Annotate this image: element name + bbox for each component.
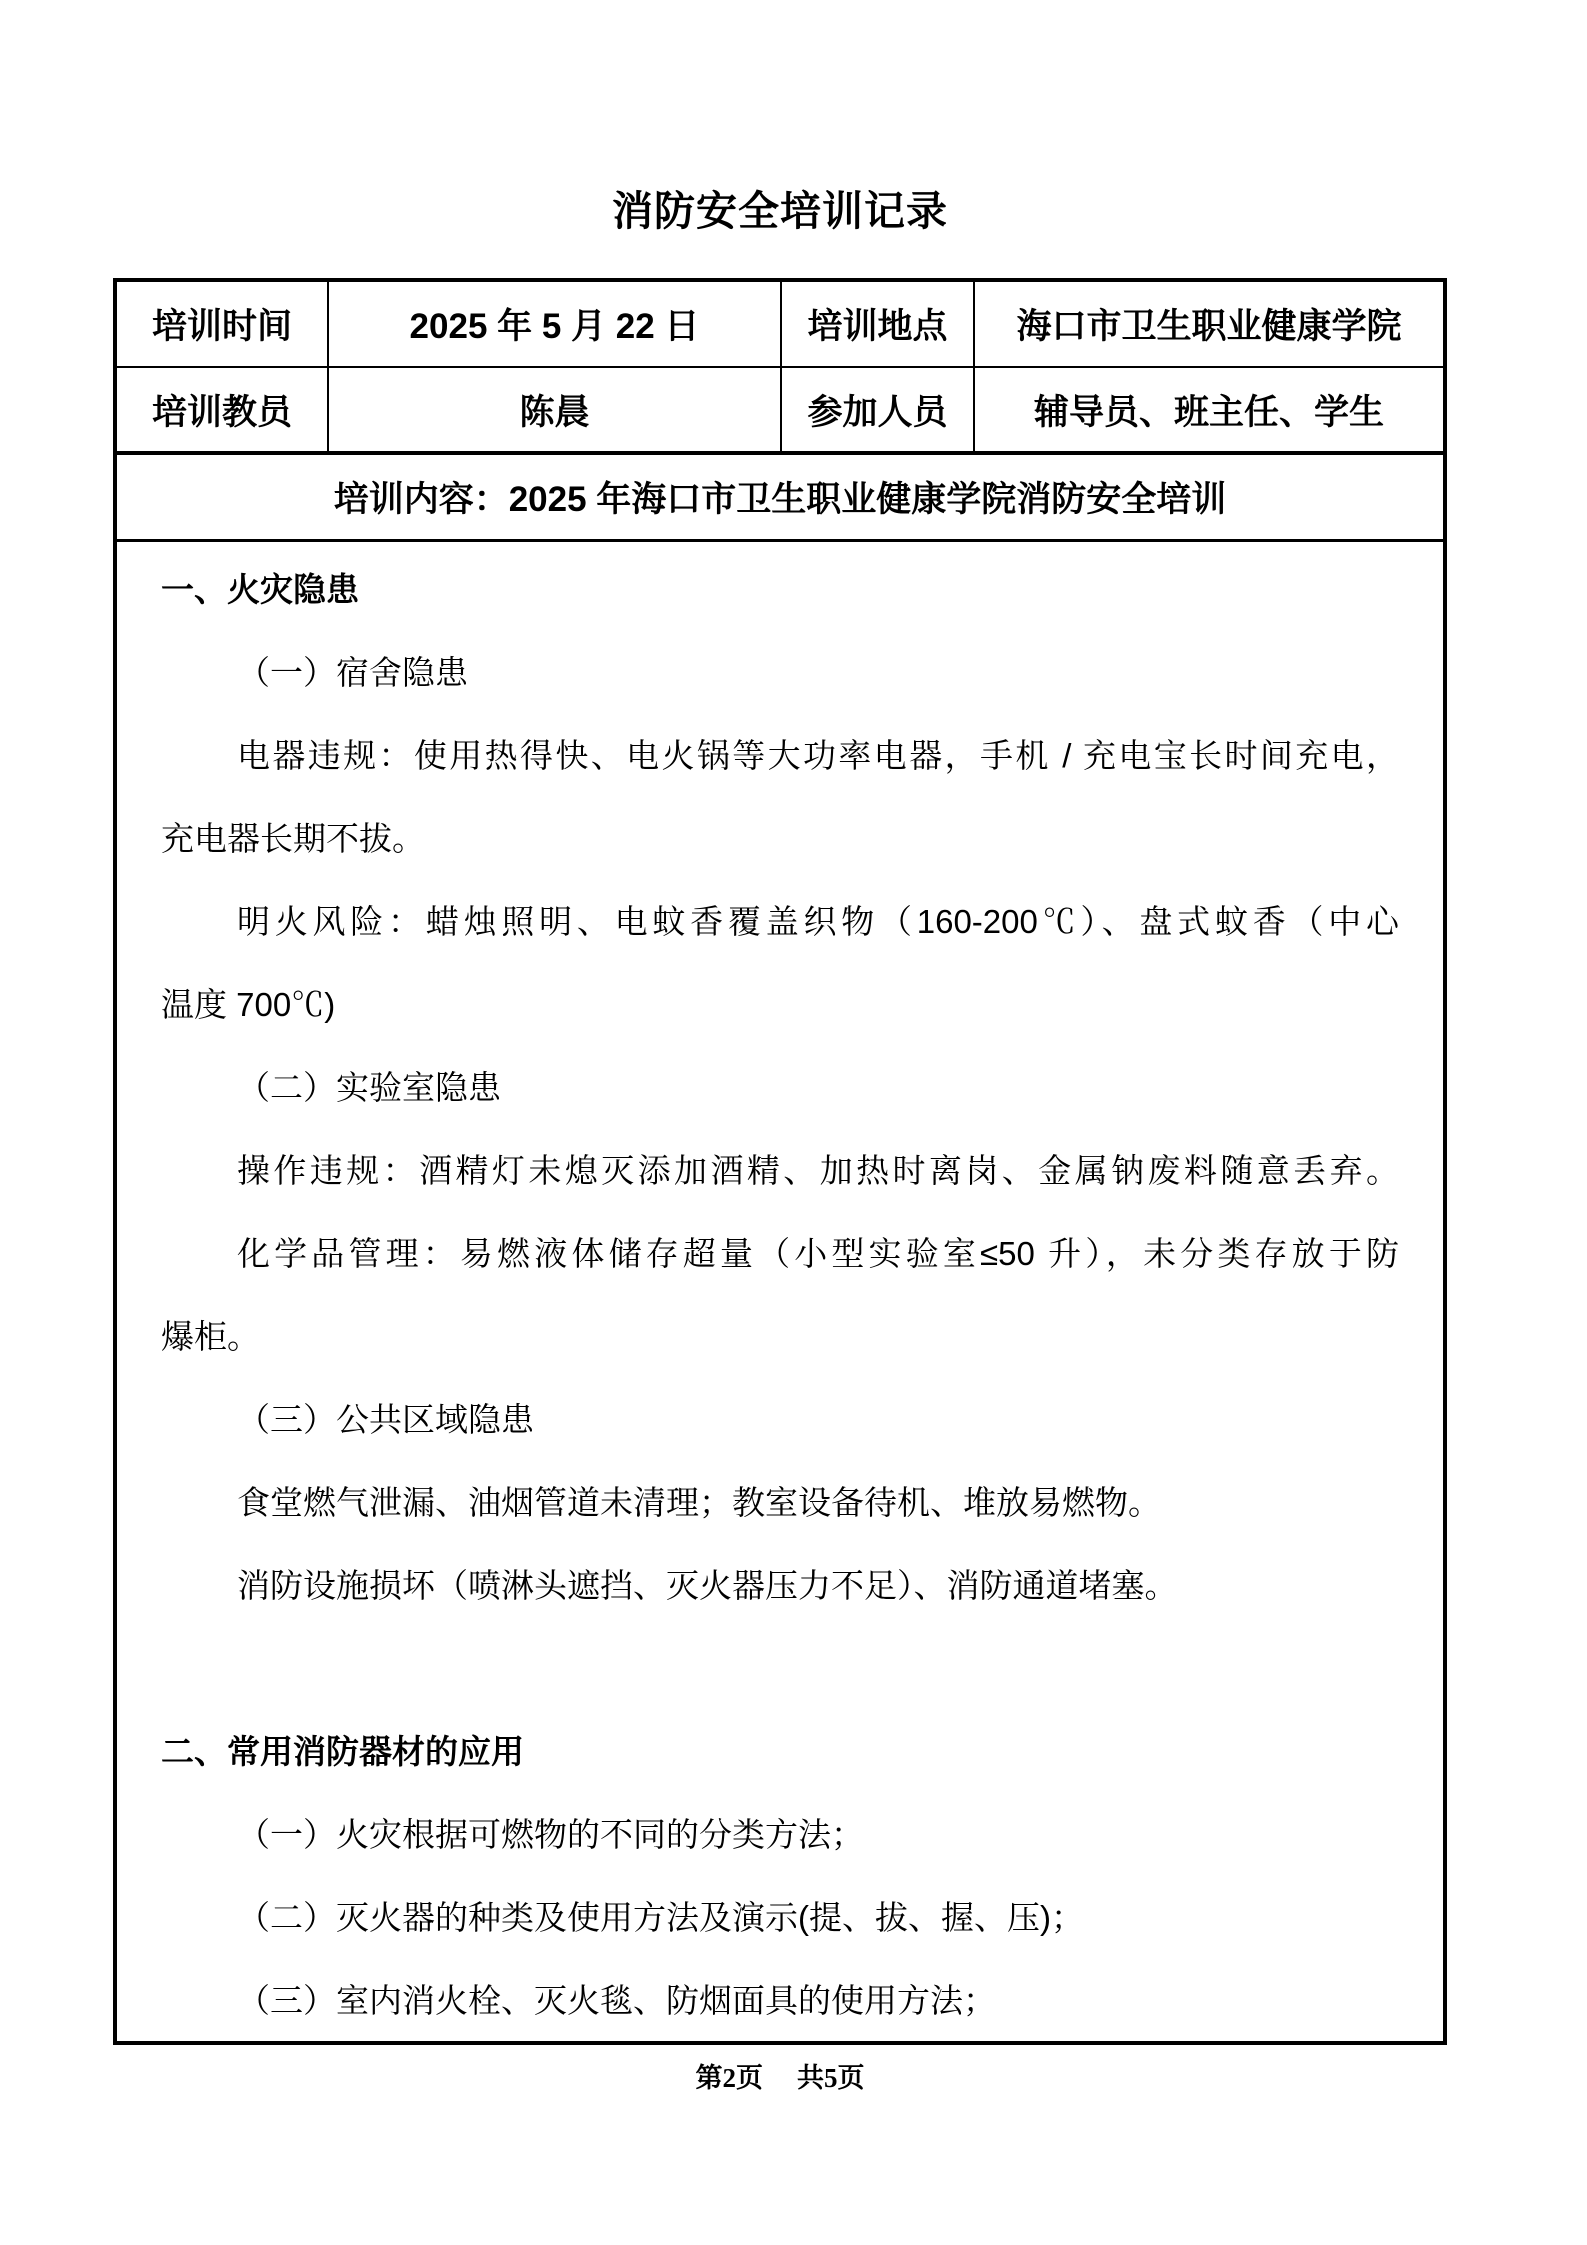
body-line-section2-heading: 二、常用消防器材的应用 [161,1733,524,1770]
cell-value-training-location: 海口市卫生职业健康学院 [975,282,1443,368]
body-line: 操作违规：酒精灯未熄灭添加酒精、加热时离岗、金属钠废料随意丢弃。 [237,1152,1399,1189]
cell-label-training-location: 培训地点 [782,282,975,368]
body-line: 消防设施损坏（喷淋头遮挡、灭火器压力不足）、消防通道堵塞。 [237,1567,1178,1604]
body-line: 化学品管理：易燃液体储存超量（小型实验室≤50 升），未分类存放于防 [237,1235,1399,1272]
body-line-section1-heading: 一、火灾隐患 [161,571,359,608]
training-content-row: 培训内容：2025 年海口市卫生职业健康学院消防安全培训 [117,455,1443,542]
body-line: （三）室内消火栓、灭火毯、防烟面具的使用方法； [237,1982,996,2019]
body-line: 明火风险：蜡烛照明、电蚊香覆盖织物（160-200℃）、盘式蚊香（中心 [237,903,1399,940]
total-pages: 共5页 [797,2063,865,2093]
body-line: （一）宿舍隐患 [237,654,468,691]
body-line: （三）公共区域隐患 [237,1401,534,1438]
cell-value-participants: 辅导员、班主任、学生 [975,368,1443,455]
body-line: 充电器长期不拔。 [161,820,425,857]
body-line: （二）灭火器的种类及使用方法及演示(提、拔、握、压)； [237,1899,1084,1936]
body-line-blank [161,1627,1399,1710]
training-record-table [113,278,1447,2045]
cell-label-training-time: 培训时间 [117,282,329,368]
body-line: （一）火灾根据可燃物的不同的分类方法； [237,1816,864,1853]
body-line: 温度 700℃) [161,986,336,1023]
cell-value-training-time: 2025 年 5 月 22 日 [329,282,782,368]
cell-label-participants: 参加人员 [782,368,975,455]
page-footer [113,2056,1447,2095]
page-number: 第2页 [695,2063,763,2093]
page-title: 消防安全培训记录 [612,188,948,234]
body-line: 爆柜。 [161,1318,260,1355]
body-line: （二）实验室隐患 [237,1069,501,1106]
body-line: 食堂燃气泄漏、油烟管道未清理；教室设备待机、堆放易燃物。 [237,1484,1161,1521]
cell-label-trainer: 培训教员 [117,368,329,455]
cell-value-trainer: 陈晨 [329,368,782,455]
document-body [117,542,1443,2042]
body-line: 电器违规：使用热得快、电火锅等大功率电器，手机 / 充电宝长时间充电， [237,737,1399,774]
